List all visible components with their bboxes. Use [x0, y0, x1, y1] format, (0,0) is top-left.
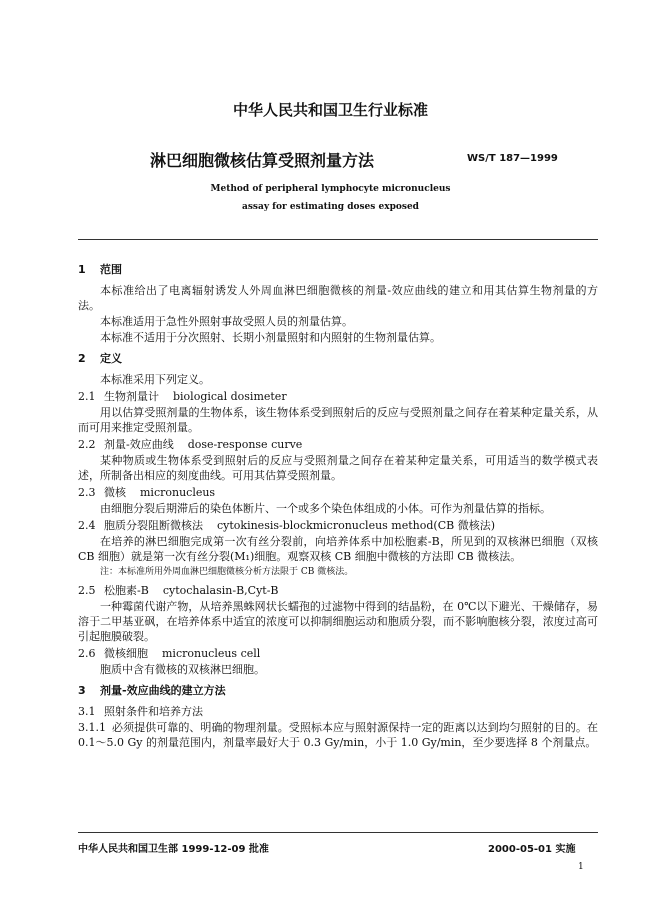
- definition-term-english: biological dosimeter: [173, 390, 287, 403]
- definition-term: 微核: [104, 486, 126, 499]
- standard-category: 中华人民共和国卫生行业标准: [232, 101, 428, 119]
- definition-text: 某种物质或生物体系受到照射后的反应与受照剂量之间存在着某种定量关系，可用适当的数学模式表述，所制备出相应的刻度曲线。可用其估算受照剂量。: [78, 454, 598, 482]
- definition-heading: [78, 485, 598, 500]
- clause-number: 2.5: [78, 584, 96, 597]
- definition-term: 胞质分裂阻断微核法: [104, 519, 203, 532]
- clause-text: 必须提供可靠的、明确的物理剂量。受照标本应与照射源保持一定的距离以达到均匀照射的目的。在 0.1～5.0 Gy 的剂量范围内，剂量率最好大于 0.3 Gy/min，小于 1.0 Gy/min，至少要选择 8 个剂量点。: [78, 721, 598, 749]
- section-heading-2: [78, 351, 598, 366]
- section-title: 范围: [100, 263, 122, 276]
- clause-number: 3.1: [78, 705, 96, 718]
- definition-heading: [78, 583, 598, 598]
- definition-text: 一种霉菌代谢产物，从培养黑蛛网状长蠕孢的过滤物中得到的结晶粉，在 0℃以下避光、干燥储存，易溶于二甲基亚砜，在培养体系中适宜的浓度可以抑制细胞运动和胞质分裂，而不影响胞核分裂，浓度过高可引起胞膜破裂。: [78, 600, 598, 643]
- paragraph: 本标准给出了电离辐射诱发人外周血淋巴细胞微核的剂量-效应曲线的建立和用其估算生物剂量的方法。: [78, 284, 598, 312]
- paragraph: 本标准适用于急性外照射事故受照人员的剂量估算。: [100, 315, 353, 328]
- definition-heading: [78, 437, 598, 452]
- english-title-line1: Method of peripheral lymphocyte micronucleus: [210, 184, 451, 194]
- definition-term-english: micronucleus cell: [162, 647, 261, 660]
- standard-code: WS/T 187—1999: [467, 153, 558, 164]
- paragraph: 本标准不适用于分次照射、长期小剂量照射和内照射的生物剂量估算。: [100, 331, 441, 344]
- definition-term-english: cytokinesis-blockmicronucleus method(CB 微核法): [217, 519, 495, 532]
- page-number: 1: [578, 862, 584, 872]
- definition-term-english: cytochalasin-B,Cyt-B: [162, 584, 279, 597]
- clause-number: 2.3: [78, 486, 96, 499]
- clause-paragraph: [78, 720, 598, 750]
- subclause-heading: [78, 704, 598, 719]
- footer-divider: [78, 832, 598, 833]
- clause-number: 2.4: [78, 519, 96, 532]
- definition-term-english: micronucleus: [140, 486, 216, 499]
- paragraph: 本标准采用下列定义。: [100, 373, 210, 386]
- clause-number: 2.1: [78, 390, 96, 403]
- section-number: 3: [78, 684, 86, 697]
- definition-text: 在培养的淋巴细胞完成第一次有丝分裂前，向培养体系中加松胞素-B，所见到的双核淋巴细胞（双核 CB 细胞）就是第一次有丝分裂(M₁)细胞。观察双核 CB 细胞中微核的方法即 CB 微核法。: [78, 535, 598, 563]
- definition-text: 胞质中含有微核的双核淋巴细胞。: [100, 663, 265, 676]
- definition-heading: [78, 646, 598, 661]
- document-body: [78, 256, 598, 751]
- subclause-title: 照射条件和培养方法: [104, 705, 203, 718]
- section-number: 2: [78, 352, 86, 365]
- section-title: 定义: [100, 352, 122, 365]
- definition-term-english: dose-response curve: [187, 438, 303, 451]
- definition-text: 由细胞分裂后期滞后的染色体断片、一个或多个染色体组成的小体。可作为剂量估算的指标。: [100, 502, 551, 515]
- document-title: 淋巴细胞微核估算受照剂量方法: [150, 151, 375, 170]
- approval-line: 中华人民共和国卫生部 1999-12-09 批准: [78, 844, 269, 855]
- definition-term: 松胞素-B: [104, 584, 149, 597]
- note: 注：本标准所用外周血淋巴细胞微核分析方法限于 CB 微核法。: [100, 567, 354, 577]
- section-title: 剂量-效应曲线的建立方法: [100, 684, 226, 697]
- effective-date: 2000-05-01 实施: [488, 844, 576, 855]
- section-number: 1: [78, 263, 86, 276]
- english-title-line2: assay for estimating doses exposed: [242, 202, 419, 212]
- header-divider: [78, 239, 598, 240]
- section-heading-1: [78, 262, 598, 277]
- definition-heading: [78, 389, 598, 404]
- definition-term: 剂量-效应曲线: [104, 438, 174, 451]
- definition-text: 用以估算受照剂量的生物体系，该生物体系受到照射后的反应与受照剂量之间存在着某种定量关系，从而可用来推定受照剂量。: [78, 406, 598, 434]
- clause-number: 2.2: [78, 438, 96, 451]
- definition-term: 微核细胞: [104, 647, 148, 660]
- definition-term: 生物剂量计: [104, 390, 159, 403]
- clause-number: 3.1.1: [78, 721, 106, 734]
- clause-number: 2.6: [78, 647, 96, 660]
- section-heading-3: [78, 683, 598, 698]
- definition-heading: [78, 518, 598, 533]
